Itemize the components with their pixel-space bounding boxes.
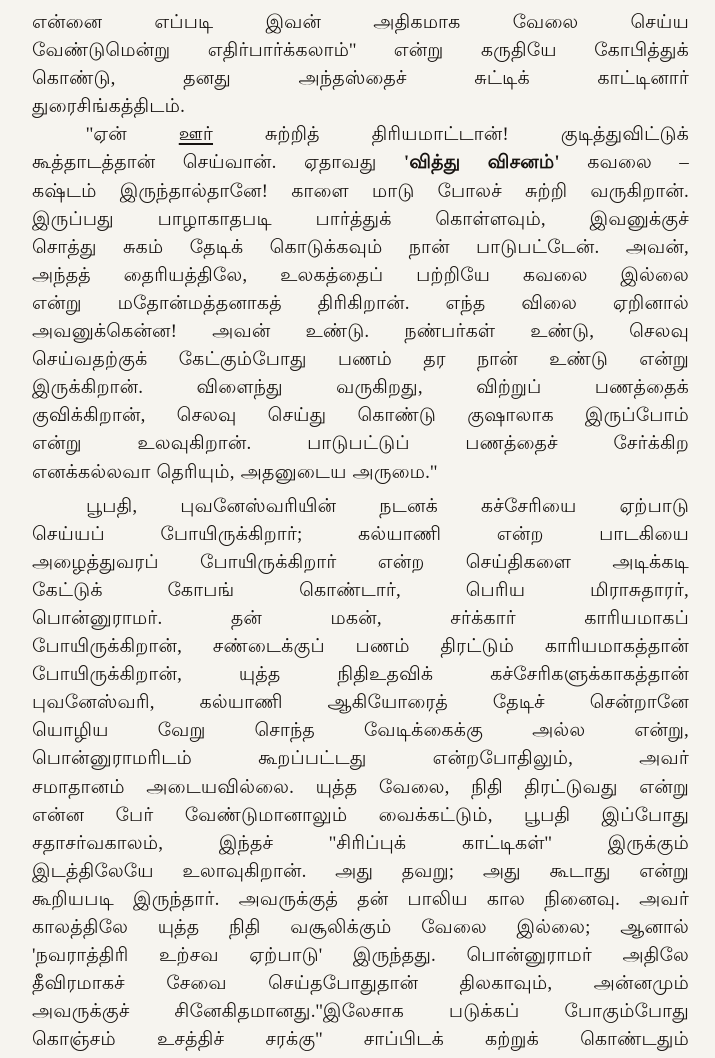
text-line: வேண்டுமென்று எதிர்பார்க்கலாம்'' என்று கருதியே கோபித்துக் <box>32 40 689 62</box>
text-line: புவனேஸ்வரி, கல்யாணி ஆகியோரைத் தேடிச் சென்றானே <box>32 692 689 714</box>
text-line: கொண்டு, தனது அந்தஸ்தைச் சுட்டிக் காட்டினார் <box>32 68 689 90</box>
text-line: தீவிரமாகச் சேவை செய்தபோதுதான் திலகாவும், அன்னமும் <box>32 973 689 995</box>
text-line: என்று உலவுகிறான். பாடுபட்டுப் பணத்தைச் சேர்க்கிற <box>32 433 689 455</box>
text-line <box>32 149 689 177</box>
text-line <box>32 121 689 149</box>
text-line: குவிக்கிறான், செலவு செய்து கொண்டு குஷாலாக இருப்போம் <box>32 405 689 427</box>
text-line: அழைத்துவரப் போயிருக்கிறார் என்ற செய்திகளை அடிக்கடி <box>32 551 689 573</box>
text-line: காலத்திலே யுத்த நிதி வசூலிக்கும் வேலை இல்லை; ஆனால் <box>32 917 689 938</box>
paragraph-3 <box>32 493 689 1055</box>
text-line: பொன்னுராமர். தன் மகன், சர்க்கார் காரியமாகப் <box>32 607 689 629</box>
text-line: சொத்து சுகம் தேடிக் கொடுக்கவும் நான் பாடுபட்டேன். அவன், <box>32 236 689 258</box>
text-segment: சுற்றித் திரியமாட்டான்! குடித்துவிட்டுக் <box>213 124 689 146</box>
text-line: என்று மதோன்மத்தனாகத் திரிகிறான். எந்த விலை ஏறினால் <box>32 292 689 314</box>
text-line: என்னை எப்படி இவன் அதிகமாக வேலை செய்ய <box>32 12 689 33</box>
paragraph-2 <box>32 121 689 486</box>
text-line: இருப்பது பாழாகாதபடி பார்த்துக் கொள்ளவும், இவனுக்குச் <box>32 208 689 230</box>
text-line: பூபதி, புவனேஸ்வரியின் நடனக் கச்சேரியை ஏற்பாடு <box>86 495 689 517</box>
text-segment: ''ஏன் <box>86 124 179 146</box>
text-line: துரைசிங்கத்திடம். <box>32 96 186 118</box>
text-segment: கவலை – <box>559 152 689 174</box>
text-line: கொஞ்சம் உசத்திச் சரக்கு'' சாப்பிடக் கற்றுக் கொண்டதும் <box>32 1029 689 1051</box>
text-line: என்ன பேர் வேண்டுமானாலும் வைக்கட்டும், பூபதி இப்போது <box>32 804 689 826</box>
text-line: இடத்திலேயே உலாவுகிறான். அது தவறு; அது கூடாது என்று <box>32 860 689 882</box>
paragraph-1 <box>32 9 689 121</box>
text-segment: கூத்தாடத்தான் செய்வான். ஏதாவது <box>32 152 404 174</box>
text-line: இருக்கிறான். விளைந்து வருகிறது, விற்றுப் பணத்தைக் <box>32 377 689 399</box>
text-line: சதாசர்வகாலம், இந்தச் ''சிரிப்புக் காட்டிகள்'' இருக்கும் <box>32 832 689 854</box>
text-line: போயிருக்கிறான், யுத்த நிதிஉதவிக் கச்சேரிகளுக்காகத்தான் <box>32 664 689 686</box>
text-line: கஷ்டம் இருந்தால்தானே! காளை மாடு போலச் சுற்றி வருகிறான். <box>32 180 689 202</box>
text-line: அந்தத் தைரியத்திலே, உலகத்தைப் பற்றியே கவலை இல்லை <box>32 264 689 286</box>
text-line: சமாதானம் அடையவில்லை. யுத்த வேலை, நிதி திரட்டுவது என்று <box>32 776 689 798</box>
text-line: போயிருக்கிறான், சண்டைக்குப் பணம் திரட்டும் காரியமாகத்தான் <box>32 636 689 658</box>
text-line: செய்வதற்குக் கேட்கும்போது பணம் தர நான் உண்டு என்று <box>32 349 689 371</box>
text-line: எனக்கல்லவா தெரியும், அதனுடைய அருமை.'' <box>32 461 438 483</box>
text-line: அவருக்குச் சினேகிதமானது.''இலேசாக படுக்கப் போகும்போது <box>32 1001 689 1023</box>
text-line: பொன்னுராமரிடம் கூறப்பட்டது என்றபோதிலும், அவர் <box>32 748 689 770</box>
text-line: யொழிய வேறு சொந்த வேடிக்கைக்கு அல்ல என்று, <box>32 720 689 742</box>
text-line: அவனுக்கென்ன! அவன் உண்டு. நண்பர்கள் உண்டு, செலவு <box>32 321 689 343</box>
underlined-word: ஊர் <box>178 124 214 146</box>
bold-phrase: 'வித்து விசனம்' <box>403 152 560 174</box>
text-line: கேட்டுக் கோபங் கொண்டார், பெரிய மிராசுதாரர், <box>32 579 689 601</box>
text-line: கூறியபடி இருந்தார். அவருக்குத் தன் பாலிய கால நினைவு. அவர் <box>32 888 689 910</box>
text-line: 'நவராத்திரி உற்சவ ஏற்பாடு' இருந்தது. பொன்னுராமர் அதிலே <box>32 945 689 967</box>
text-line: செய்யப் போயிருக்கிறார்; கல்யாணி என்ற பாடகியை <box>32 523 689 545</box>
